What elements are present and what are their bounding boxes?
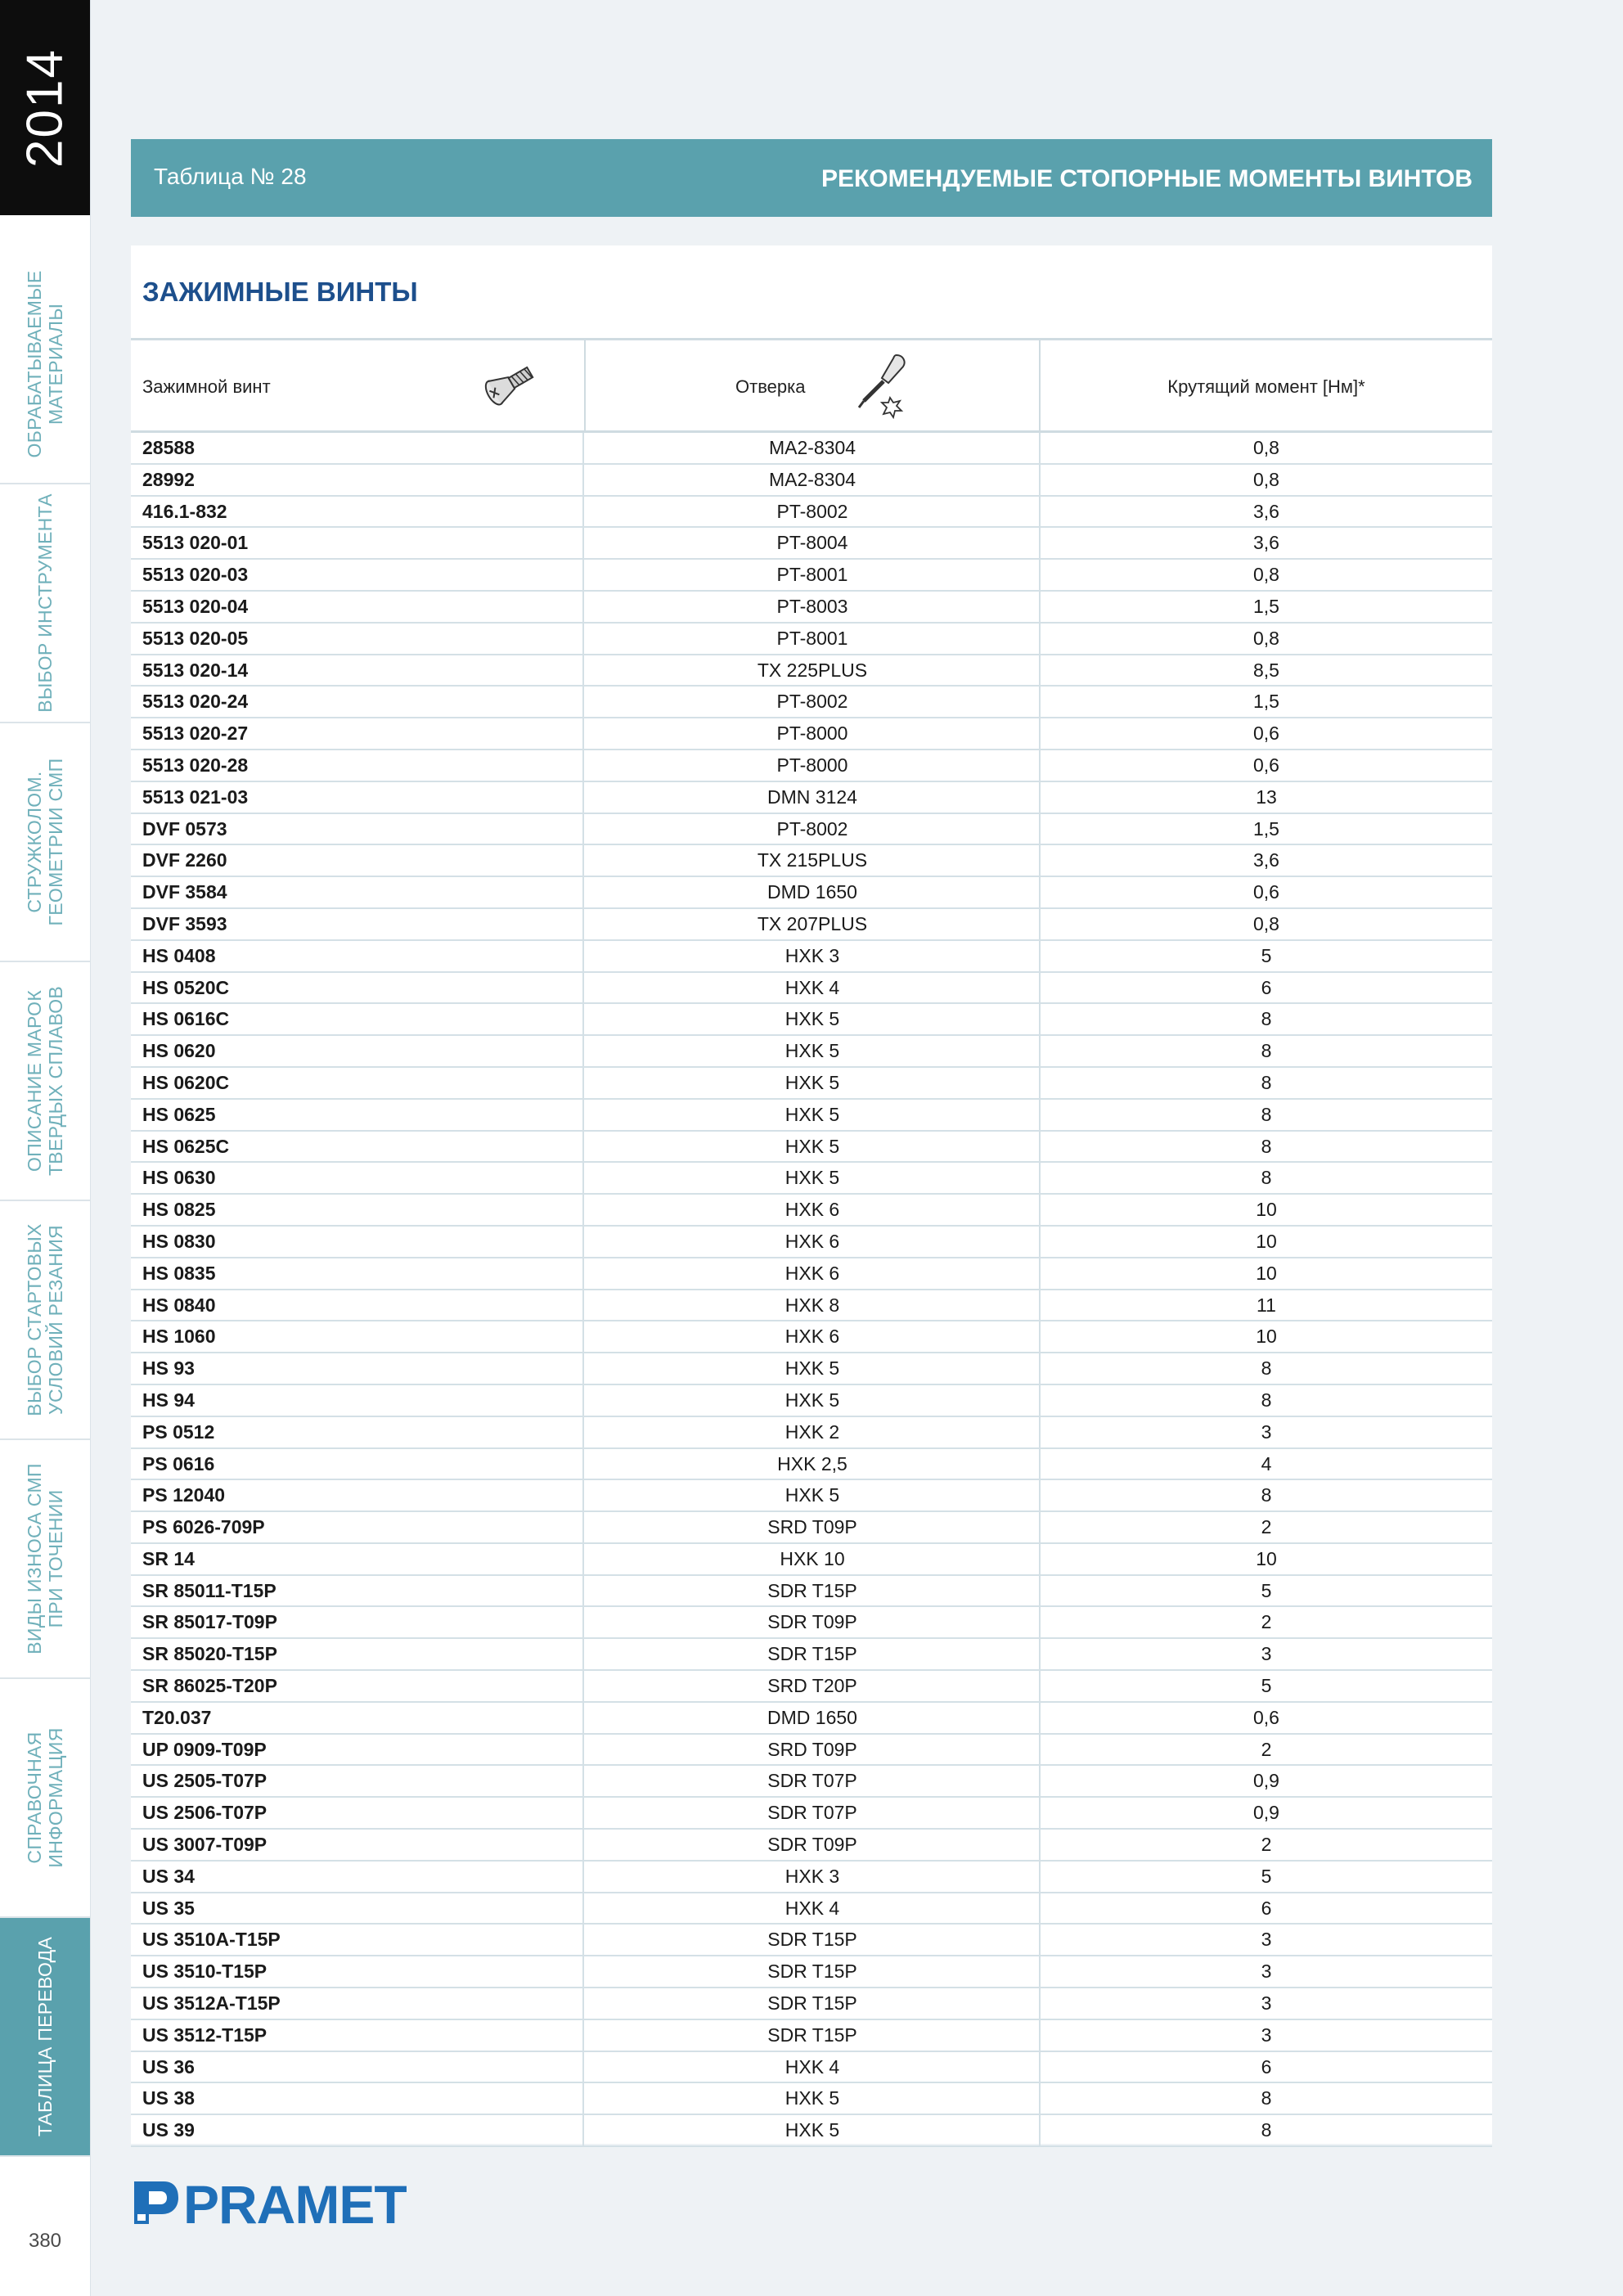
cell-screw: US 3510A-T15P <box>131 1925 584 1955</box>
sidebar-tab-reference-info[interactable] <box>0 1679 90 1918</box>
cell-screw: HS 0625C <box>131 1132 584 1162</box>
cell-driver: HXK 5 <box>586 1132 1041 1162</box>
table-row <box>131 1068 1492 1100</box>
header-cell-screw <box>131 340 586 430</box>
table-row <box>131 1004 1492 1036</box>
cell-torque: 5 <box>1261 1865 1272 1887</box>
cell-torque: 6 <box>1261 1897 1272 1919</box>
table-body <box>131 433 1492 2147</box>
header-driver-label: Отверка <box>735 376 806 397</box>
cell-screw: 28588 <box>131 433 584 463</box>
table-row <box>131 1607 1492 1639</box>
cell-screw: HS 0616C <box>131 1004 584 1034</box>
cell-driver: SDR T09P <box>586 1830 1041 1860</box>
table-row <box>131 814 1492 846</box>
sidebar-tab-materials[interactable] <box>0 245 90 484</box>
year-label: 2014 <box>16 48 74 168</box>
cell-driver: MA2-8304 <box>586 433 1041 463</box>
cell-screw: US 39 <box>131 2115 584 2145</box>
cell-torque: 2 <box>1261 1738 1272 1760</box>
cell-torque: 3,6 <box>1253 532 1279 554</box>
cell-driver: HXK 6 <box>586 1227 1041 1257</box>
cell-screw: SR 85011-T15P <box>131 1576 584 1606</box>
cell-torque: 0,6 <box>1253 754 1279 776</box>
cell-driver: HXK 5 <box>586 2083 1041 2114</box>
cell-torque: 2 <box>1261 1516 1272 1538</box>
cell-driver: SRD T09P <box>586 1512 1041 1542</box>
table-row <box>131 2052 1492 2084</box>
cell-driver: HXK 5 <box>586 2115 1041 2145</box>
cell-driver: HXK 5 <box>586 1385 1041 1416</box>
sidebar-tab-label: ВИДЫ ИЗНОСА СМП ПРИ ТОЧЕНИИ <box>24 1463 66 1654</box>
table-row <box>131 1862 1492 1893</box>
cell-screw: SR 14 <box>131 1544 584 1574</box>
cell-driver: HXK 4 <box>586 2052 1041 2082</box>
table-row <box>131 718 1492 750</box>
cell-torque: 11 <box>1257 1294 1276 1316</box>
header-cell-driver <box>586 340 1041 430</box>
cell-driver: HXK 10 <box>586 1544 1041 1574</box>
cell-driver: HXK 2 <box>586 1417 1041 1447</box>
cell-driver: SDR T15P <box>586 1925 1041 1955</box>
cell-driver: SRD T09P <box>586 1735 1041 1765</box>
cell-driver: SDR T15P <box>586 1988 1041 2019</box>
cell-driver: DMD 1650 <box>586 877 1041 907</box>
cell-driver: PT-8001 <box>586 560 1041 590</box>
cell-screw: UP 0909-T09P <box>131 1735 584 1765</box>
cell-driver: PT-8002 <box>586 497 1041 527</box>
cell-torque: 5 <box>1261 1579 1272 1601</box>
header-torque-label: Крутящий момент [Нм]* <box>1167 376 1365 397</box>
table-row <box>131 687 1492 718</box>
sidebar-tab-label: СПРАВОЧНАЯ ИНФОРМАЦИЯ <box>24 1727 66 1868</box>
cell-torque: 0,6 <box>1253 723 1279 745</box>
cell-torque: 13 <box>1256 786 1277 808</box>
cell-screw: HS 0625 <box>131 1100 584 1130</box>
table-row <box>131 1576 1492 1608</box>
cell-driver: HXK 6 <box>586 1195 1041 1225</box>
table-row <box>131 1988 1492 2020</box>
cell-torque: 8 <box>1261 1484 1272 1506</box>
cell-torque: 8 <box>1261 1167 1272 1189</box>
sidebar-tab-label: ОПИСАНИЕ МАРОК ТВЕРДЫХ СПЛАВОВ <box>24 985 66 1177</box>
cell-torque: 8 <box>1261 1040 1272 1062</box>
cell-screw: SR 85020-T15P <box>131 1639 584 1669</box>
table-row <box>131 1417 1492 1449</box>
cell-torque: 0,8 <box>1253 468 1279 490</box>
table-row <box>131 465 1492 497</box>
sidebar-tab-chipbreakers[interactable] <box>0 723 90 962</box>
table-row <box>131 528 1492 560</box>
cell-screw: 5513 020-03 <box>131 560 584 590</box>
table-row <box>131 941 1492 973</box>
cell-driver: HXK 4 <box>586 973 1041 1003</box>
cell-driver: HXK 8 <box>586 1290 1041 1321</box>
cell-driver: HXK 2,5 <box>586 1449 1041 1479</box>
cell-screw: HS 0840 <box>131 1290 584 1321</box>
cell-driver: SDR T09P <box>586 1607 1041 1637</box>
cell-screw: US 2506-T07P <box>131 1798 584 1828</box>
table-row <box>131 1449 1492 1481</box>
table-row <box>131 1036 1492 1068</box>
cell-screw: US 3512-T15P <box>131 2020 584 2051</box>
cell-torque: 8 <box>1261 1135 1272 1157</box>
cell-torque: 10 <box>1256 1230 1277 1252</box>
cell-screw: 5513 020-04 <box>131 592 584 622</box>
cell-torque: 3 <box>1261 1992 1272 2015</box>
table-row <box>131 1385 1492 1417</box>
torque-table-card <box>131 245 1492 2144</box>
cell-torque: 10 <box>1256 1262 1277 1284</box>
cell-screw: HS 0835 <box>131 1258 584 1289</box>
cell-torque: 3 <box>1261 1420 1272 1443</box>
pramet-logo <box>131 2174 407 2235</box>
cell-driver: PT-8003 <box>586 592 1041 622</box>
cell-screw: T20.037 <box>131 1703 584 1733</box>
page-number: 380 <box>28 2230 62 2252</box>
screwdriver-icon <box>846 350 911 419</box>
table-row <box>131 1893 1492 1925</box>
table-row <box>131 1163 1492 1195</box>
cell-screw: DVF 2260 <box>131 845 584 876</box>
cell-driver: HXK 5 <box>586 1480 1041 1510</box>
cell-driver: HXK 3 <box>586 1862 1041 1892</box>
cell-screw: HS 0825 <box>131 1195 584 1225</box>
table-row <box>131 973 1492 1005</box>
cell-torque: 2 <box>1261 1834 1272 1856</box>
table-row <box>131 1132 1492 1164</box>
cell-torque: 1,5 <box>1253 691 1279 713</box>
cell-torque: 4 <box>1261 1452 1272 1474</box>
table-row <box>131 1100 1492 1132</box>
table-row <box>131 560 1492 592</box>
cell-torque: 3,6 <box>1253 849 1279 871</box>
year-badge <box>0 0 90 215</box>
cell-torque: 3,6 <box>1253 500 1279 522</box>
cell-screw: PS 12040 <box>131 1480 584 1510</box>
cell-screw: US 3512A-T15P <box>131 1988 584 2019</box>
cell-screw: HS 0830 <box>131 1227 584 1257</box>
cell-driver: HXK 3 <box>586 941 1041 971</box>
cell-torque: 3 <box>1261 1961 1272 1983</box>
cell-torque: 3 <box>1261 2024 1272 2046</box>
table-row <box>131 624 1492 655</box>
cell-torque: 0,8 <box>1253 564 1279 586</box>
cell-torque: 10 <box>1256 1326 1277 1348</box>
cell-torque: 0,8 <box>1253 912 1279 934</box>
sidebar-tab-label: ОБРАБАТЫВАЕМЫЕ МАТЕРИАЛЫ <box>24 270 66 458</box>
cell-screw: HS 93 <box>131 1353 584 1384</box>
cell-torque: 8 <box>1261 2119 1272 2141</box>
cell-screw: 416.1-832 <box>131 497 584 527</box>
cell-torque: 5 <box>1261 1675 1272 1697</box>
cell-screw: 5513 021-03 <box>131 782 584 813</box>
cell-torque: 8 <box>1261 1008 1272 1030</box>
table-row <box>131 1925 1492 1956</box>
cell-screw: HS 0620C <box>131 1068 584 1098</box>
cell-driver: HXK 4 <box>586 1893 1041 1924</box>
table-row <box>131 2020 1492 2052</box>
table-title: РЕКОМЕНДУЕМЫЕ СТОПОРНЫЕ МОМЕНТЫ ВИНТОВ <box>820 165 1472 192</box>
sidebar-tab-label: ВЫБОР СТАРТОВЫХ УСЛОВИЙ РЕЗАНИЯ <box>24 1223 66 1416</box>
cell-driver: DMN 3124 <box>586 782 1041 813</box>
cell-screw: 5513 020-24 <box>131 687 584 717</box>
table-row <box>131 592 1492 624</box>
table-row <box>131 782 1492 814</box>
cell-screw: 28992 <box>131 465 584 495</box>
cell-screw: DVF 3593 <box>131 909 584 939</box>
table-row <box>131 750 1492 782</box>
cell-screw: HS 1060 <box>131 1321 584 1352</box>
cell-torque: 3 <box>1261 1643 1272 1665</box>
sidebar-tab-label: ТАБЛИЦА ПЕРЕВОДА <box>34 1936 56 2137</box>
table-row <box>131 845 1492 877</box>
cell-driver: PT-8000 <box>586 718 1041 749</box>
cell-driver: HXK 5 <box>586 1068 1041 1098</box>
pramet-logo-text: PRAMET <box>183 2174 407 2235</box>
sidebar-tab-label: ВЫБОР ИНСТРУМЕНТА <box>34 493 56 713</box>
cell-driver: SDR T15P <box>586 1956 1041 1987</box>
cell-torque: 3 <box>1261 1929 1272 1951</box>
cell-screw: SR 85017-T09P <box>131 1607 584 1637</box>
cell-screw: US 35 <box>131 1893 584 1924</box>
cell-screw: US 34 <box>131 1862 584 1892</box>
cell-screw: SR 86025-T20P <box>131 1671 584 1701</box>
cell-screw: HS 0620 <box>131 1036 584 1066</box>
cell-torque: 5 <box>1261 944 1272 966</box>
cell-screw: 5513 020-27 <box>131 718 584 749</box>
sidebar-tab-tool-selection[interactable] <box>0 484 90 723</box>
cell-screw: US 2505-T07P <box>131 1766 584 1796</box>
table-row <box>131 877 1492 909</box>
cell-torque: 6 <box>1261 2055 1272 2078</box>
cell-screw: DVF 0573 <box>131 814 584 844</box>
cell-screw: US 36 <box>131 2052 584 2082</box>
table-row <box>131 1544 1492 1576</box>
table-header-row <box>131 340 1492 433</box>
table-row <box>131 1735 1492 1767</box>
cell-torque: 6 <box>1261 976 1272 998</box>
table-row <box>131 2115 1492 2147</box>
cell-driver: SDR T15P <box>586 1576 1041 1606</box>
sidebar-tab-carbide-grades[interactable] <box>0 962 90 1201</box>
table-row <box>131 2083 1492 2115</box>
cell-driver: PT-8002 <box>586 687 1041 717</box>
cell-driver: TX 207PLUS <box>586 909 1041 939</box>
cell-screw: US 3007-T09P <box>131 1830 584 1860</box>
cell-driver: HXK 5 <box>586 1100 1041 1130</box>
table-row <box>131 433 1492 465</box>
table-row <box>131 1766 1492 1798</box>
cell-screw: 5513 020-14 <box>131 655 584 686</box>
cell-driver: SDR T15P <box>586 2020 1041 2051</box>
table-row <box>131 1258 1492 1290</box>
cell-screw: HS 0630 <box>131 1163 584 1193</box>
table-row <box>131 1830 1492 1862</box>
sidebar-tab-conversion-tables[interactable] <box>0 1918 90 2157</box>
cell-driver: HXK 5 <box>586 1163 1041 1193</box>
cell-screw: 5513 020-05 <box>131 624 584 654</box>
cell-screw: PS 6026-709P <box>131 1512 584 1542</box>
cell-torque: 8 <box>1261 1357 1272 1380</box>
cell-screw: US 38 <box>131 2083 584 2114</box>
cell-driver: HXK 6 <box>586 1321 1041 1352</box>
cell-torque: 0,9 <box>1253 1770 1279 1792</box>
cell-torque: 8,5 <box>1253 659 1279 681</box>
cell-driver: SDR T07P <box>586 1766 1041 1796</box>
cell-screw: PS 0512 <box>131 1417 584 1447</box>
table-row <box>131 1512 1492 1544</box>
table-row <box>131 1227 1492 1258</box>
cell-torque: 8 <box>1261 1103 1272 1125</box>
table-row <box>131 1798 1492 1830</box>
cell-torque: 0,6 <box>1253 881 1279 903</box>
cell-driver: HXK 5 <box>586 1353 1041 1384</box>
cell-driver: SDR T07P <box>586 1798 1041 1828</box>
cell-driver: SDR T15P <box>586 1639 1041 1669</box>
cell-screw: HS 94 <box>131 1385 584 1416</box>
table-row <box>131 1353 1492 1385</box>
cell-torque: 8 <box>1261 2087 1272 2109</box>
sidebar-tab-cutting-conditions[interactable] <box>0 1201 90 1440</box>
table-row <box>131 1195 1492 1227</box>
cell-torque: 2 <box>1261 1611 1272 1633</box>
cell-screw: 5513 020-01 <box>131 528 584 558</box>
screw-icon <box>474 358 540 412</box>
table-row <box>131 1639 1492 1671</box>
cell-torque: 1,5 <box>1253 595 1279 617</box>
cell-driver: HXK 6 <box>586 1258 1041 1289</box>
cell-screw: US 3510-T15P <box>131 1956 584 1987</box>
cell-driver: PT-8002 <box>586 814 1041 844</box>
cell-driver: PT-8001 <box>586 624 1041 654</box>
cell-screw: HS 0520C <box>131 973 584 1003</box>
cell-driver: PT-8004 <box>586 528 1041 558</box>
pramet-logo-icon <box>131 2178 180 2227</box>
section-heading: ЗАЖИМНЫЕ ВИНТЫ <box>142 277 418 307</box>
cell-torque: 0,8 <box>1253 627 1279 649</box>
cell-driver: TX 215PLUS <box>586 845 1041 876</box>
title-banner <box>131 139 1492 217</box>
cell-screw: 5513 020-28 <box>131 750 584 781</box>
table-row <box>131 1290 1492 1322</box>
cell-torque: 1,5 <box>1253 817 1279 840</box>
table-row <box>131 497 1492 529</box>
header-cell-torque <box>1041 340 1492 430</box>
cell-torque: 10 <box>1256 1199 1277 1221</box>
cell-screw: PS 0616 <box>131 1449 584 1479</box>
cell-driver: SRD T20P <box>586 1671 1041 1701</box>
table-row <box>131 1703 1492 1735</box>
cell-torque: 8 <box>1261 1389 1272 1411</box>
cell-screw: DVF 3584 <box>131 877 584 907</box>
table-number: Таблица № 28 <box>154 164 307 189</box>
cell-screw: HS 0408 <box>131 941 584 971</box>
table-row <box>131 1480 1492 1512</box>
header-screw-label: Зажимной винт <box>142 376 271 397</box>
cell-driver: TX 225PLUS <box>586 655 1041 686</box>
cell-driver: MA2-8304 <box>586 465 1041 495</box>
cell-torque: 0,6 <box>1253 1706 1279 1728</box>
cell-driver: HXK 5 <box>586 1004 1041 1034</box>
cell-torque: 0,9 <box>1253 1802 1279 1824</box>
cell-driver: HXK 5 <box>586 1036 1041 1066</box>
cell-torque: 8 <box>1261 1071 1272 1093</box>
table-row <box>131 1321 1492 1353</box>
sidebar-tab-wear-types[interactable] <box>0 1440 90 1679</box>
cell-torque: 10 <box>1256 1547 1277 1569</box>
table-row <box>131 655 1492 687</box>
cell-driver: PT-8000 <box>586 750 1041 781</box>
sidebar-nav <box>0 0 91 2296</box>
table-row <box>131 1956 1492 1988</box>
cell-torque: 0,8 <box>1253 437 1279 458</box>
cell-driver: DMD 1650 <box>586 1703 1041 1733</box>
sidebar-tab-label: СТРУЖКОЛОМ. ГЕОМЕТРИИ СМП <box>24 758 66 926</box>
table-row <box>131 1671 1492 1703</box>
table-row <box>131 909 1492 941</box>
